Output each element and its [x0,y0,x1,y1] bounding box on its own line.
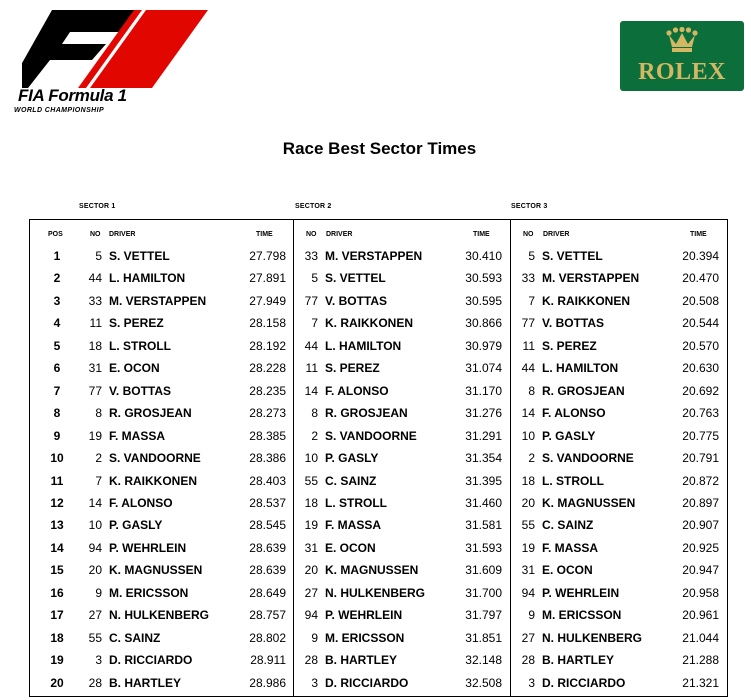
car-number-cell: 77 [88,384,102,398]
position-cell: 9 [53,429,61,443]
car-number-cell: 77 [304,294,318,308]
car-number-cell: 18 [88,339,102,353]
time-cell: 30.410 [465,249,502,263]
driver-cell: M. ERICSSON [109,586,189,600]
car-number-cell: 94 [521,586,535,600]
time-cell: 28.235 [249,384,286,398]
position-cell: 18 [50,631,64,645]
driver-cell: P. WEHRLEIN [542,586,620,600]
rolex-wordmark: ROLEX [638,59,726,85]
time-cell: 20.775 [682,429,719,443]
time-cell: 20.763 [682,406,719,420]
time-cell: 20.570 [682,339,719,353]
driver-cell: F. ALONSO [542,406,606,420]
driver-cell: L. STROLL [542,474,604,488]
position-cell: 2 [53,271,61,285]
car-number-cell: 20 [88,563,102,577]
f1-logo [12,10,208,114]
driver-cell: D. RICCIARDO [542,676,626,690]
time-cell: 21.321 [682,676,719,690]
time-cell: 31.291 [465,429,502,443]
sector-2-time-header: TIME [473,231,490,238]
car-number-cell: 19 [304,518,318,532]
car-number-cell: 33 [88,294,102,308]
driver-cell: K. RAIKKONEN [325,316,414,330]
car-number-cell: 9 [95,586,102,600]
time-cell: 28.192 [249,339,286,353]
car-number-cell: 14 [88,496,102,510]
driver-cell: B. HARTLEY [109,676,181,690]
time-cell: 20.897 [682,496,719,510]
time-cell: 32.148 [465,653,502,667]
driver-cell: C. SAINZ [109,631,161,645]
time-cell: 20.872 [682,474,719,488]
position-cell: 5 [53,339,61,353]
time-cell: 20.470 [682,271,719,285]
time-cell: 31.395 [465,474,502,488]
time-cell: 20.961 [682,608,719,622]
car-number-cell: 27 [304,586,318,600]
driver-cell: S. VETTEL [109,249,170,263]
time-cell: 20.907 [682,518,719,532]
position-cell: 11 [50,474,64,488]
car-number-cell: 9 [528,608,535,622]
driver-cell: S. PEREZ [542,339,597,353]
time-cell: 28.228 [249,361,286,375]
time-cell: 28.802 [249,631,286,645]
time-cell: 28.385 [249,429,286,443]
time-cell: 28.757 [249,608,286,622]
time-cell: 20.692 [682,384,719,398]
driver-cell: M. VERSTAPPEN [325,249,423,263]
crown-icon [666,27,698,55]
time-cell: 31.581 [465,518,502,532]
sector-2-label: SECTOR 2 [295,203,332,210]
car-number-cell: 10 [304,451,318,465]
time-cell: 31.851 [465,631,502,645]
position-cell: 17 [50,608,64,622]
car-number-cell: 44 [88,271,102,285]
sector-3-label: SECTOR 3 [511,203,548,210]
driver-cell: S. PEREZ [325,361,380,375]
car-number-cell: 28 [521,653,535,667]
car-number-cell: 33 [304,249,318,263]
time-cell: 27.798 [249,249,286,263]
time-cell: 31.700 [465,586,502,600]
car-number-cell: 28 [88,676,102,690]
driver-cell: P. GASLY [325,451,379,465]
driver-cell: S. PEREZ [109,316,164,330]
time-cell: 20.630 [682,361,719,375]
car-number-cell: 2 [528,451,535,465]
car-number-cell: 94 [304,608,318,622]
sector-3-driver-header: DRIVER [543,231,570,238]
driver-cell: E. OCON [542,563,593,577]
time-cell: 21.044 [682,631,719,645]
car-number-cell: 27 [521,631,535,645]
time-cell: 20.958 [682,586,719,600]
position-cell: 1 [53,249,61,263]
position-cell: 14 [50,541,64,555]
time-cell: 31.593 [465,541,502,555]
driver-cell: V. BOTTAS [542,316,605,330]
driver-cell: K. MAGNUSSEN [109,563,203,577]
driver-cell: M. VERSTAPPEN [109,294,207,308]
driver-cell: N. HULKENBERG [325,586,426,600]
driver-cell: S. VANDOORNE [325,429,417,443]
car-number-cell: 8 [95,406,102,420]
car-number-cell: 55 [304,474,318,488]
time-cell: 31.797 [465,608,502,622]
car-number-cell: 2 [311,429,318,443]
driver-cell: E. OCON [109,361,160,375]
car-number-cell: 14 [521,406,535,420]
car-number-cell: 31 [521,563,535,577]
time-cell: 28.386 [249,451,286,465]
car-number-cell: 44 [521,361,535,375]
driver-cell: M. ERICSSON [542,608,622,622]
car-number-cell: 7 [528,294,535,308]
time-cell: 20.925 [682,541,719,555]
sector-1-label: SECTOR 1 [79,203,116,210]
position-cell: 6 [53,361,61,375]
f1-logo-icon [22,10,208,88]
time-cell: 28.639 [249,541,286,555]
time-cell: 28.639 [249,563,286,577]
driver-cell: S. VETTEL [325,271,386,285]
position-cell: 16 [50,586,64,600]
car-number-cell: 11 [522,339,535,353]
driver-cell: M. ERICSSON [325,631,405,645]
car-number-cell: 18 [304,496,318,510]
time-cell: 31.460 [465,496,502,510]
sector-1-no-header: NO [90,231,101,238]
driver-cell: M. VERSTAPPEN [542,271,640,285]
logo-subtitle: WORLD CHAMPIONSHIP [14,107,105,114]
car-number-cell: 5 [95,249,102,263]
car-number-cell: 20 [521,496,535,510]
driver-cell: C. SAINZ [325,474,377,488]
position-cell: 3 [53,294,61,308]
time-cell: 28.158 [249,316,286,330]
time-cell: 21.288 [682,653,719,667]
time-cell: 31.354 [465,451,502,465]
driver-cell: F. MASSA [109,429,166,443]
car-number-cell: 55 [521,518,535,532]
car-number-cell: 10 [521,429,535,443]
car-number-cell: 7 [95,474,102,488]
car-number-cell: 77 [521,316,535,330]
time-cell: 20.394 [682,249,719,263]
driver-cell: B. HARTLEY [325,653,397,667]
time-cell: 20.508 [682,294,719,308]
time-cell: 31.609 [465,563,502,577]
driver-cell: S. VETTEL [542,249,603,263]
time-cell: 28.537 [249,496,286,510]
driver-cell: N. HULKENBERG [109,608,210,622]
car-number-cell: 44 [304,339,318,353]
car-number-cell: 31 [88,361,102,375]
position-cell: 13 [50,518,64,532]
car-number-cell: 55 [88,631,102,645]
time-cell: 27.949 [249,294,286,308]
car-number-cell: 94 [88,541,102,555]
time-cell: 31.074 [465,361,502,375]
car-number-cell: 3 [528,676,535,690]
page-title: Race Best Sector Times [282,139,477,158]
sector-3-no-header: NO [523,231,534,238]
driver-cell: B. HARTLEY [542,653,614,667]
time-cell: 30.979 [465,339,502,353]
driver-cell: N. HULKENBERG [542,631,643,645]
sector-2-driver-header: DRIVER [326,231,353,238]
car-number-cell: 10 [88,518,102,532]
car-number-cell: 19 [88,429,102,443]
time-cell: 31.276 [465,406,502,420]
sector-3-time-header: TIME [690,231,707,238]
driver-cell: P. WEHRLEIN [325,608,403,622]
driver-cell: P. WEHRLEIN [109,541,187,555]
position-cell: 12 [50,496,64,510]
time-cell: 30.593 [465,271,502,285]
position-cell: 10 [50,451,64,465]
time-cell: 28.649 [249,586,286,600]
car-number-cell: 11 [305,361,318,375]
car-number-cell: 19 [521,541,535,555]
pos-header: POS [48,231,63,238]
driver-cell: K. RAIKKONEN [109,474,198,488]
car-number-cell: 7 [311,316,318,330]
driver-cell: L. STROLL [325,496,387,510]
time-cell: 28.545 [249,518,286,532]
driver-cell: S. VANDOORNE [109,451,201,465]
time-cell: 31.170 [465,384,502,398]
time-cell: 30.866 [465,316,502,330]
car-number-cell: 5 [311,271,318,285]
position-cell: 8 [53,406,61,420]
driver-cell: V. BOTTAS [109,384,172,398]
sector-1-time-header: TIME [256,231,273,238]
car-number-cell: 27 [88,608,102,622]
car-number-cell: 5 [528,249,535,263]
car-number-cell: 9 [311,631,318,645]
driver-cell: L. STROLL [109,339,171,353]
time-cell: 20.791 [682,451,719,465]
sector-1-driver-header: DRIVER [109,231,136,238]
position-cell: 20 [50,676,64,690]
driver-cell: L. HAMILTON [542,361,619,375]
driver-cell: E. OCON [325,541,376,555]
time-cell: 20.947 [682,563,719,577]
time-cell: 32.508 [465,676,502,690]
driver-cell: K. RAIKKONEN [542,294,631,308]
time-cell: 20.544 [682,316,719,330]
driver-cell: C. SAINZ [542,518,594,532]
car-number-cell: 11 [89,316,102,330]
position-cell: 7 [53,384,61,398]
driver-cell: L. HAMILTON [325,339,402,353]
rolex-logo [620,21,744,91]
car-number-cell: 31 [304,541,318,555]
driver-cell: R. GROSJEAN [325,406,408,420]
driver-cell: F. MASSA [325,518,382,532]
position-cell: 19 [50,653,64,667]
car-number-cell: 8 [528,384,535,398]
car-number-cell: 18 [521,474,535,488]
logo-title: FIA Formula 1 [18,86,127,105]
driver-cell: K. MAGNUSSEN [325,563,419,577]
car-number-cell: 33 [521,271,535,285]
driver-cell: F. MASSA [542,541,599,555]
position-cell: 4 [53,316,61,330]
car-number-cell: 2 [95,451,102,465]
time-cell: 28.403 [249,474,286,488]
driver-cell: P. GASLY [109,518,163,532]
driver-cell: F. ALONSO [325,384,389,398]
driver-cell: P. GASLY [542,429,596,443]
car-number-cell: 20 [304,563,318,577]
car-number-cell: 28 [304,653,318,667]
driver-cell: L. HAMILTON [109,271,186,285]
car-number-cell: 8 [311,406,318,420]
driver-cell: F. ALONSO [109,496,173,510]
driver-cell: R. GROSJEAN [109,406,192,420]
time-cell: 28.986 [249,676,286,690]
driver-cell: R. GROSJEAN [542,384,625,398]
driver-cell: K. MAGNUSSEN [542,496,636,510]
position-cell: 15 [50,563,64,577]
sector-2-no-header: NO [306,231,317,238]
car-number-cell: 3 [311,676,318,690]
car-number-cell: 14 [304,384,318,398]
time-cell: 30.595 [465,294,502,308]
driver-cell: D. RICCIARDO [109,653,193,667]
driver-cell: S. VANDOORNE [542,451,634,465]
driver-cell: V. BOTTAS [325,294,388,308]
time-cell: 27.891 [249,271,286,285]
car-number-cell: 3 [95,653,102,667]
time-cell: 28.911 [250,653,286,667]
driver-cell: D. RICCIARDO [325,676,409,690]
time-cell: 28.273 [249,406,286,420]
